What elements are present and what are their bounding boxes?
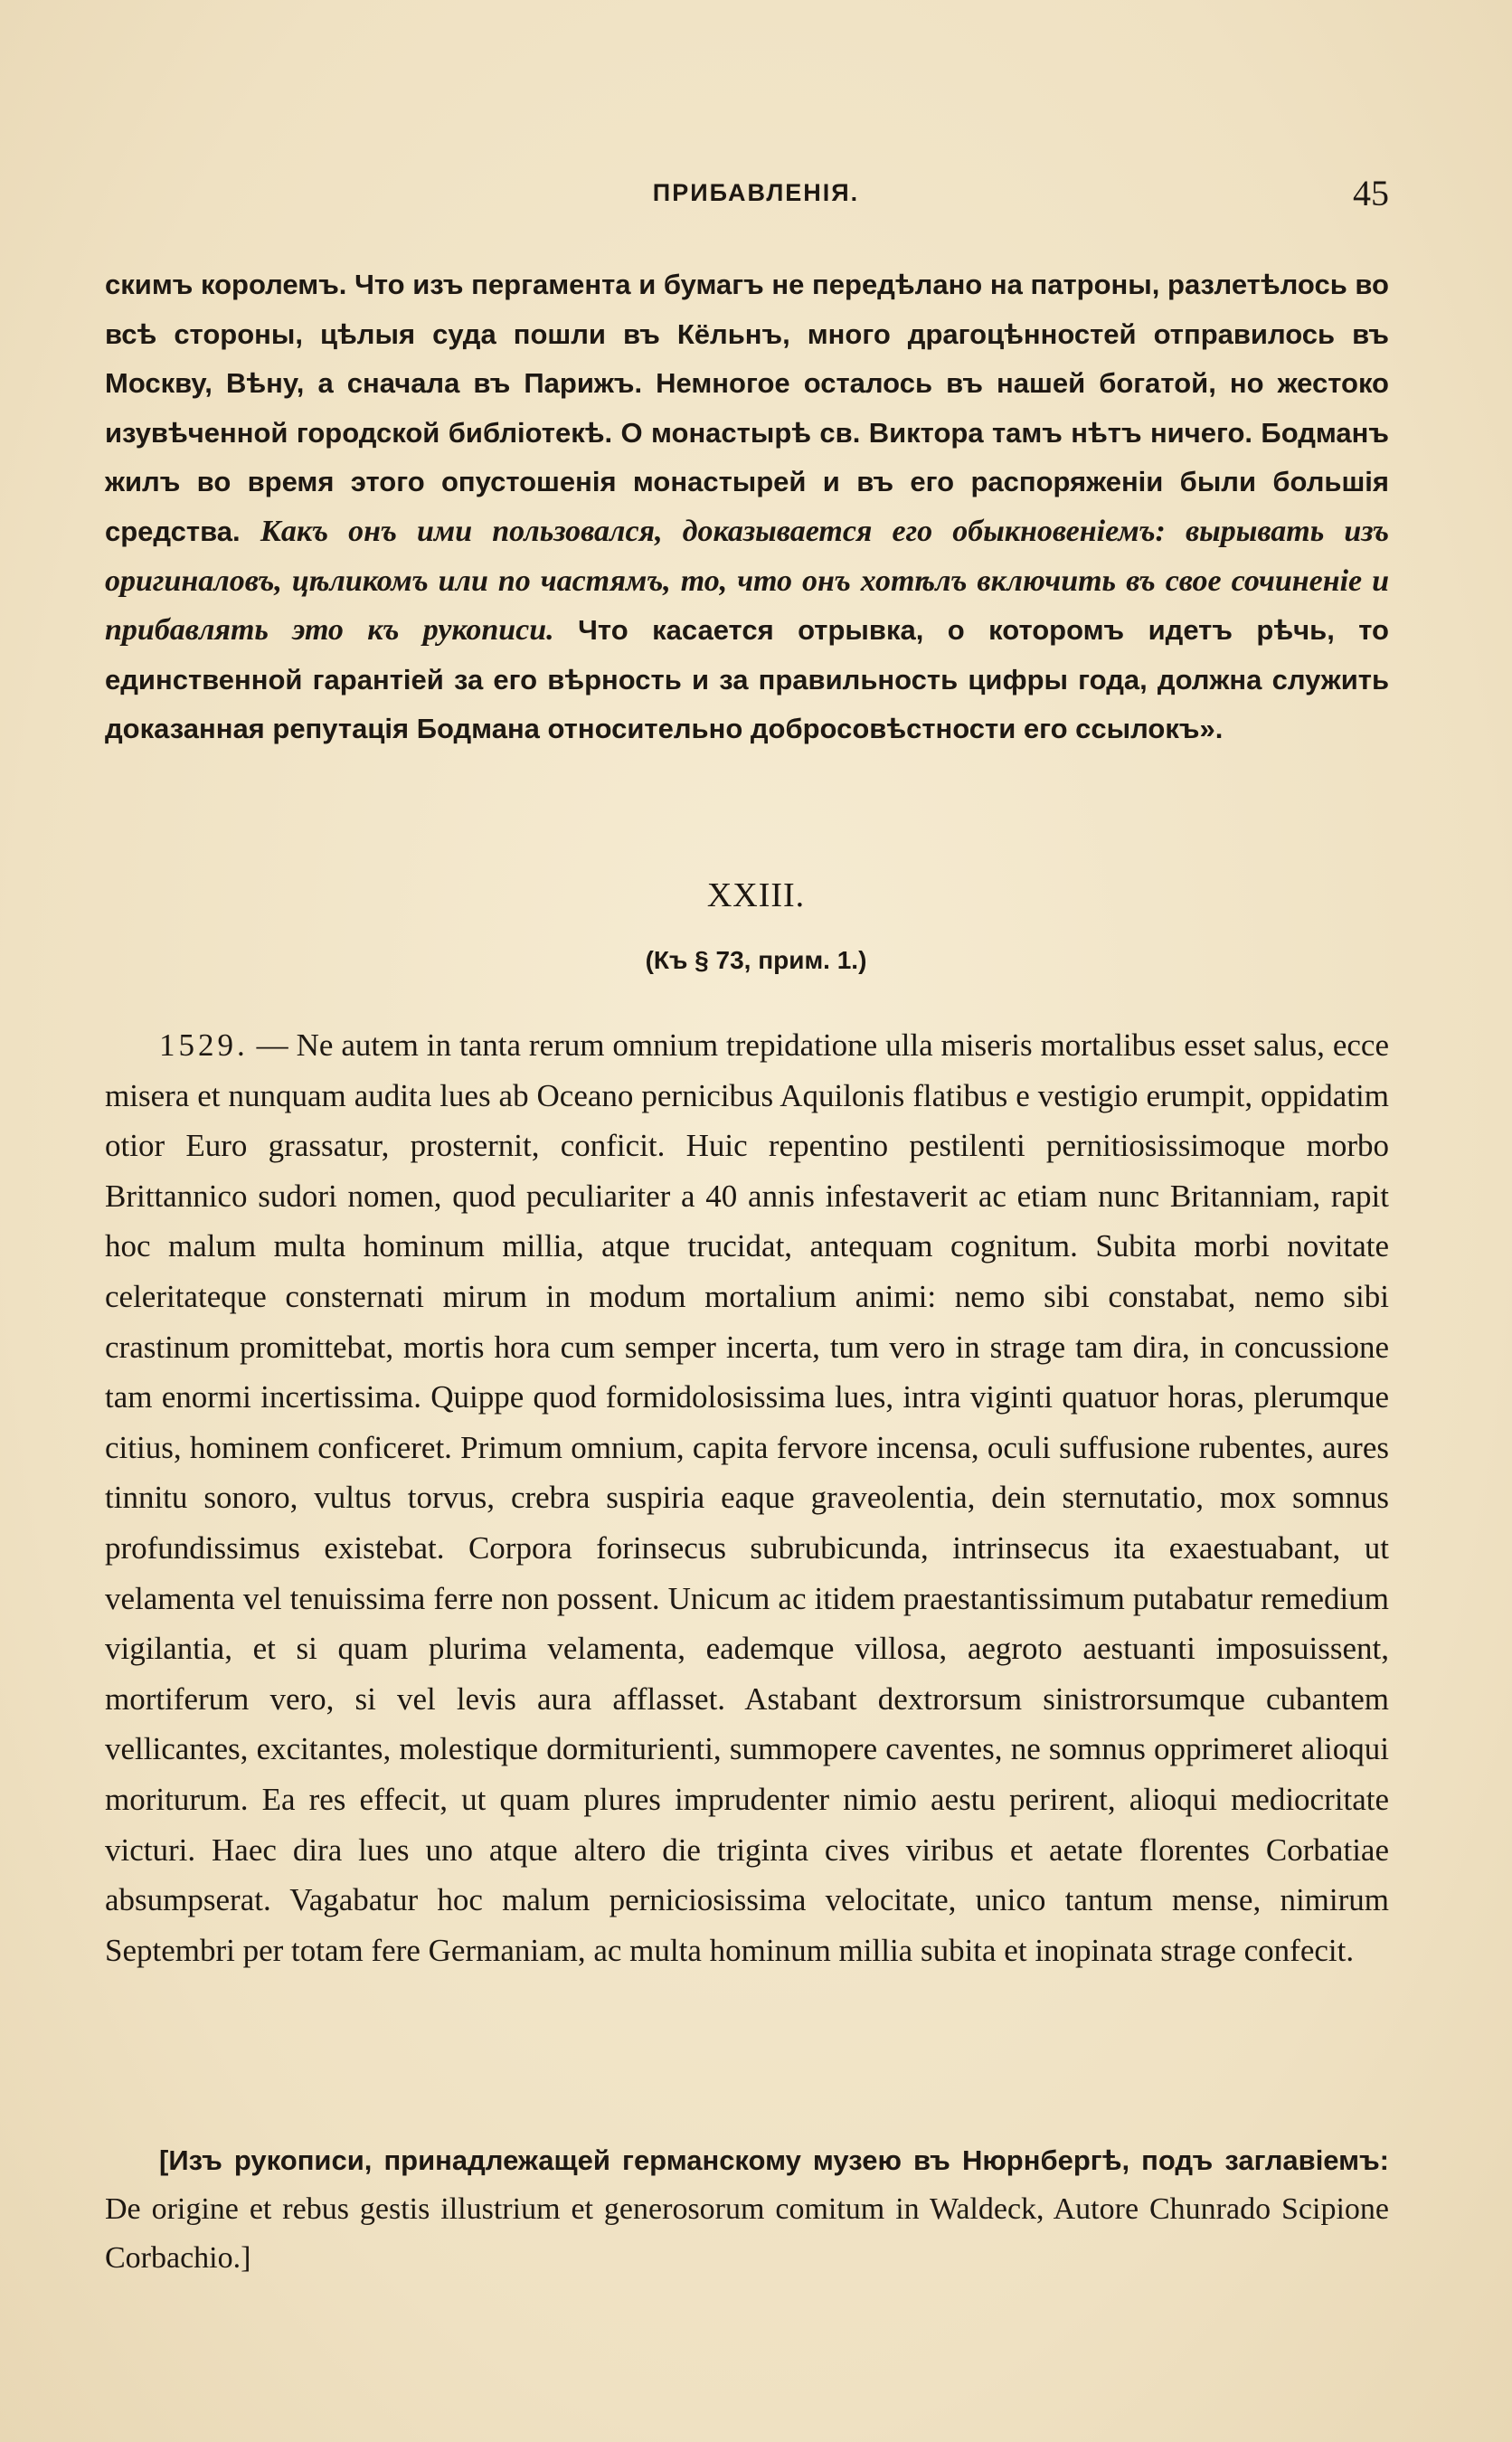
- source-note-russian: [Изъ рукописи, принадлежащей германскому музею въ Нюрнбергѣ, подъ заглавіемъ:: [159, 2144, 1389, 2176]
- paragraph-latin-chronicle: [105, 1020, 1389, 1975]
- paragraph-source-note: [105, 2136, 1389, 2283]
- latin-chronicle-text: — Ne autem in tanta rerum omnium trepidatione ulla miseris mortalibus esset salus, ecce misera et nunquam audita lues ab Oceano pernicibus Aquilonis flatibus e vestigio erumpit, oppidatim otior Euro grassatur, prosternit, conficit. Huic repentino pestilenti pernitiosissimoque morbo Brittannico sudori nomen, quod peculiariter a 40 annis infestaverit ac etiam nunc Britanniam, rapit hoc malum multa hominum millia, atque trucidat, antequam cognitum. Subita morbi novitate celeritateque consternati mirum in modum mortalium animi: nemo sibi constabat, nemo sibi crastinum promittebat, mortis hora cum semper incerta, tum vero in strage tam dira, in concussione tam enormi incertissima. Quippe quod formidolosissima lues, intra viginti quatuor horas, plerumque citius, hominem conficeret. Primum omnium, capita fervore incensa, oculi suffusione rubentes, aures tinnitu sonoro, vultus torvus, crebra suspiria eaque graveolentia, dein sternutatio, mox somnus profundissimus existebat. Corpora forinsecus subrubicunda, intrinsecus ita exaestuabant, ut velamenta vel tenuissima ferre non possent. Unicum ac itidem praestantissimum putabatur remedium vigilantia, et si quam plurima velamenta, eademque villosa, aegroto aestuanti imposuissent, mortiferum vero, si vel levis aura afflasset. Astabant dextrorsum sinistrorsumque cubantem vellicantes, excitantes, molestique dormiturienti, summopere caventes, ne somnus opprimeret alioqui moriturum. Ea res effecit, ut quam plures imprudenter nimio aestu perirent, alioqui mediocritate victuri. Haec dira lues uno atque altero die triginta cives viribus et aetate florentes Corbatiae absumpserat. Vagabatur hoc malum perniciosissima velocitate, unico tantum mense, nimirum Septembri per totam fere Germaniam, ac multa hominum millia subita et inopinata strage confecit.: [105, 1027, 1389, 1968]
- source-note-latin-title: De origine et rebus gestis illustrium et generosorum comitum in Waldeck, Autore Chunrado Scipione Corbachio.]: [105, 2192, 1389, 2275]
- paragraph-1-text-end: Что касается отрывка, о которомъ идетъ рѣчь, то единственной гарантіей за его вѣрность и за правильность цифры года, должна служить доказанная репутація Бодмана относительно добросовѣстности его ссылокъ».: [105, 614, 1389, 745]
- running-title: ПРИБАВЛЕНІЯ.: [652, 179, 860, 206]
- section-reference: (Къ § 73, прим. 1.): [645, 946, 867, 974]
- paragraph-bodman-quote: [105, 260, 1389, 754]
- paragraph-1-text-start: скимъ королемъ. Что изъ пергамента и бумагъ не передѣлано на патроны, разлетѣлось во всѣ стороны, цѣлыя суда пошли въ Кёльнъ, много драгоцѣнностей отправилось въ Москву, Вѣну, а сначала въ Парижъ. Немногое осталось въ нашей богатой, но жестоко изувѣченной городской библіотекѣ. О монастырѣ св. Виктора тамъ нѣтъ ничего. Бодманъ жилъ во время этого опустошенія монастырей и въ его распоряженіи были большія средства.: [105, 269, 1389, 547]
- section-heading: XXIII.: [706, 876, 806, 914]
- year-label: 1529.: [159, 1027, 249, 1063]
- running-head: [0, 172, 1512, 217]
- paragraph-1-italic: Какъ онъ ими пользовался, доказывается его обыкновеніемъ: вырывать изъ оригиналовъ, цѣликомъ или по частямъ, то, что онъ хотѣлъ включить въ свое сочиненіе и прибавлять это къ рукописи.: [105, 514, 1390, 648]
- page-number: 45: [1353, 173, 1389, 213]
